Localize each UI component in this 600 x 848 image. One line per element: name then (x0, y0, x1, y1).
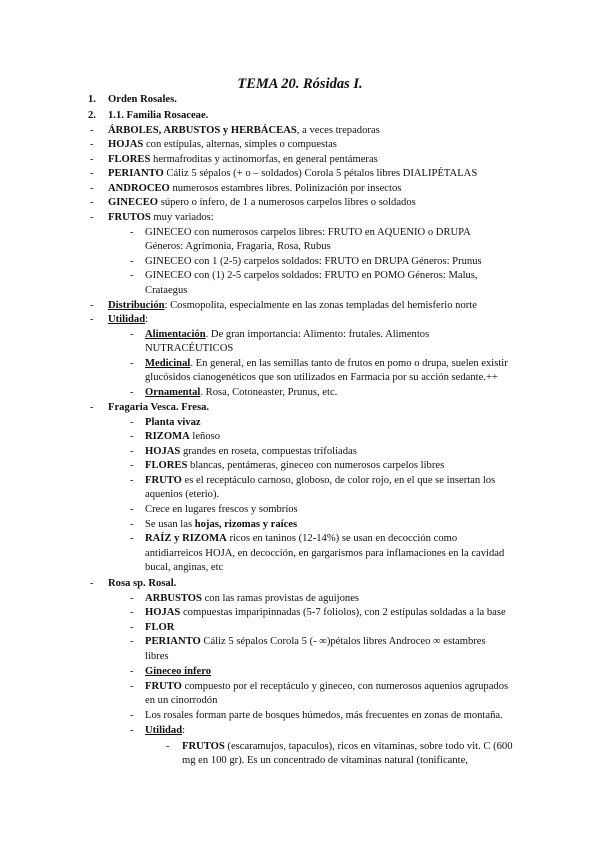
list-item (108, 313, 148, 326)
list-item (145, 459, 444, 472)
text-run: súpero o ínfero, de 1 a numerosos carpelos libres o soldados (158, 197, 416, 208)
list-marker: - (130, 607, 134, 618)
list-item (145, 284, 187, 297)
list-item (145, 547, 504, 560)
list-item (182, 754, 468, 767)
text-run: numerosos estambres libres. Polinización por insectos (169, 183, 402, 194)
list-marker: - (130, 329, 134, 340)
text-run: Géneros: Agrimonia, Fragaria, Rosa, Rubus (145, 241, 331, 252)
text-run: Se usan las (145, 519, 195, 530)
list-item (145, 255, 482, 268)
list-marker: - (130, 533, 134, 544)
list-item (108, 153, 378, 166)
list-marker: - (130, 622, 134, 633)
list-item (145, 532, 457, 545)
text-run: : (182, 725, 186, 736)
text-run: . De gran importancia: Alimento: frutales. Alimentos (205, 329, 430, 340)
list-item (145, 430, 220, 443)
list-marker: - (130, 636, 134, 647)
text-run: : (145, 314, 149, 325)
list-item (108, 299, 477, 312)
list-marker: - (130, 256, 134, 267)
list-marker: - (130, 504, 134, 515)
text-run: blancas, pentámeras, gineceo con numerosos carpelos libres (187, 460, 445, 471)
text-run: hermafroditas y actinomorfas, en general pentámeras (150, 154, 378, 165)
list-item (145, 606, 506, 619)
text-run: NUTRACÉUTICOS (145, 343, 234, 354)
text-run: ÁRBOLES, ARBUSTOS y HERBÁCEAS (108, 125, 297, 136)
list-item (145, 665, 211, 678)
list-marker: - (130, 519, 134, 530)
text-run: Ornamental (145, 387, 201, 398)
text-run: FLORES (108, 154, 151, 165)
list-marker: - (130, 593, 134, 604)
list-marker: - (130, 681, 134, 692)
list-item (108, 167, 477, 180)
text-run: con las ramas provistas de aguijones (201, 593, 360, 604)
list-marker: - (130, 446, 134, 457)
text-run: Fragaria Vesca. Fresa. (108, 402, 210, 413)
list-marker: - (90, 197, 94, 208)
text-run: : Cosmopolita, especialmente en las zonas templadas del hemisferio norte (164, 300, 477, 311)
text-run: mg en 100 gr). Es un concentrado de vitaminas natural (tonificante, (182, 755, 468, 766)
text-run: GINECEO (108, 197, 159, 208)
text-run: HOJAS (145, 607, 181, 618)
list-marker: - (130, 710, 134, 721)
list-marker: - (130, 475, 134, 486)
list-item (145, 650, 169, 663)
text-run: FRUTOS (182, 741, 225, 752)
list-marker: - (90, 212, 94, 223)
text-run: Cáliz 5 sépalos Corola 5 (- ∞)pétalos libres Androceo ∞ estambres (200, 636, 486, 647)
text-run: ARBUSTOS (145, 593, 202, 604)
list-item (145, 357, 508, 370)
page-title: TEMA 20. Rósidas I. (237, 76, 363, 92)
text-run: Planta vivaz (145, 417, 201, 428)
text-run: FRUTOS (108, 212, 151, 223)
list-item (145, 342, 233, 355)
list-item (145, 709, 503, 722)
list-item (145, 269, 478, 282)
list-marker: - (90, 314, 94, 325)
text-run: Los rosales forman parte de bosques húmedos, más frecuentes en zonas de montaña. (145, 710, 503, 721)
text-run: GINECEO con numerosos carpelos libres: FRUTO en AQUENIO o DRUPA (145, 227, 471, 238)
list-item (145, 592, 359, 605)
list-marker: - (90, 168, 94, 179)
text-run: aquenios (eterio). (145, 489, 220, 500)
text-run: FLORES (145, 460, 188, 471)
list-marker: - (130, 227, 134, 238)
list-marker: - (90, 139, 94, 150)
list-marker: 1. (88, 94, 96, 105)
list-item (145, 518, 297, 531)
list-item (108, 401, 209, 414)
text-run: Medicinal (145, 358, 191, 369)
list-marker: - (90, 125, 94, 136)
list-marker: - (130, 431, 134, 442)
text-run: compuestas imparipinnadas (5-7 foliolos), con 2 estípulas soldadas a la base (180, 607, 506, 618)
list-item (108, 124, 380, 137)
text-run: grandes en roseta, compuestas trifoliadas (180, 446, 357, 457)
text-run: FLOR (145, 622, 175, 633)
text-run: HOJAS (108, 139, 144, 150)
list-marker: - (130, 666, 134, 677)
list-item (145, 474, 495, 487)
list-item (145, 680, 508, 693)
list-item (108, 211, 214, 224)
text-run: Utilidad (108, 314, 146, 325)
list-item (145, 328, 429, 341)
text-run: es el receptáculo carnoso, globoso, de color rojo, en el que se insertan los (181, 475, 496, 486)
list-marker: - (90, 402, 94, 413)
list-item (145, 240, 331, 253)
text-run: Crece en lugares frescos y sombríos (145, 504, 298, 515)
text-run: ricos en taninos (12-14%) se usan en decocción como (226, 533, 458, 544)
list-marker: - (90, 154, 94, 165)
text-run: libres (145, 651, 169, 662)
text-run: bucal, anginas, etc (145, 562, 224, 573)
text-run: , a veces trepadoras (296, 125, 380, 136)
text-run: FRUTO (145, 681, 182, 692)
list-item (145, 724, 185, 737)
list-marker: - (130, 460, 134, 471)
text-run: RIZOMA (145, 431, 190, 442)
list-item (108, 196, 416, 209)
text-run: Alimentación (145, 329, 206, 340)
list-marker: - (130, 725, 134, 736)
list-marker: - (90, 578, 94, 589)
list-item (145, 226, 471, 239)
text-run: Utilidad (145, 725, 183, 736)
list-marker: - (90, 300, 94, 311)
list-item (108, 577, 176, 590)
text-run: PERIANTO (108, 168, 164, 179)
list-marker: 2. (88, 110, 96, 121)
list-item (108, 109, 208, 122)
list-marker: - (130, 387, 134, 398)
text-run: 1.1. Familia Rosaceae. (108, 110, 209, 121)
text-run: Cáliz 5 sépalos (+ o – soldados) Corola 5 pétalos libres DIALIPÉTALAS (163, 168, 478, 179)
text-run: PERIANTO (145, 636, 201, 647)
text-run: HOJAS (145, 446, 181, 457)
text-run: Rosa sp. Rosal. (108, 578, 177, 589)
text-run: con estípulas, alternas, simples o compuestas (143, 139, 337, 150)
text-run: antidiarreicos HOJA, en decocción, en gargarismos para inflamaciones en la cavidad (145, 548, 505, 559)
text-run: hojas, rizomas y raíces (194, 519, 298, 530)
list-item (145, 488, 219, 501)
list-item (108, 138, 337, 151)
list-marker: - (90, 183, 94, 194)
list-item (108, 182, 401, 195)
text-run: compuesto por el receptáculo y gineceo, con numerosos aquenios agrupados (181, 681, 509, 692)
text-run: GINECEO con 1 (2-5) carpelos soldados: FRUTO en DRUPA Géneros: Prunus (145, 256, 482, 267)
list-marker: - (130, 417, 134, 428)
text-run: ANDROCEO (108, 183, 170, 194)
text-run: Gineceo ínfero (145, 666, 211, 677)
list-item (145, 561, 223, 574)
text-run: Crataegus (145, 285, 188, 296)
text-run: . En general, en las semillas tanto de frutos en pomo o drupa, suelen existir (190, 358, 508, 369)
text-run: muy variados: (150, 212, 214, 223)
text-run: Distribución (108, 300, 165, 311)
list-item (145, 694, 217, 707)
list-item (145, 386, 337, 399)
text-run: RAÍZ y RIZOMA (145, 533, 227, 544)
list-item (108, 93, 177, 106)
list-marker: - (130, 358, 134, 369)
text-run: Orden Rosales. (108, 94, 177, 105)
list-item (182, 740, 513, 753)
list-marker: - (130, 270, 134, 281)
list-item (145, 445, 357, 458)
text-run: GINECEO con (1) 2-5 carpelos soldados: FRUTO en POMO Géneros: Malus, (145, 270, 478, 281)
list-item (145, 503, 298, 516)
list-item (145, 621, 174, 634)
list-item (145, 371, 498, 384)
list-marker: - (166, 741, 170, 752)
text-run: leñoso (189, 431, 221, 442)
text-run: glucósidos cianogenéticos que son utilizados en Farmacia por su acción sedante.++ (145, 372, 498, 383)
list-item (145, 635, 486, 648)
text-run: . Rosa, Cotoneaster, Prunus, etc. (200, 387, 338, 398)
text-run: en un cinorrodón (145, 695, 218, 706)
list-item (145, 416, 201, 429)
text-run: FRUTO (145, 475, 182, 486)
text-run: (escaramujos, tapaculos), ricos en vitaminas, sobre todo vit. C (600 (224, 741, 513, 752)
